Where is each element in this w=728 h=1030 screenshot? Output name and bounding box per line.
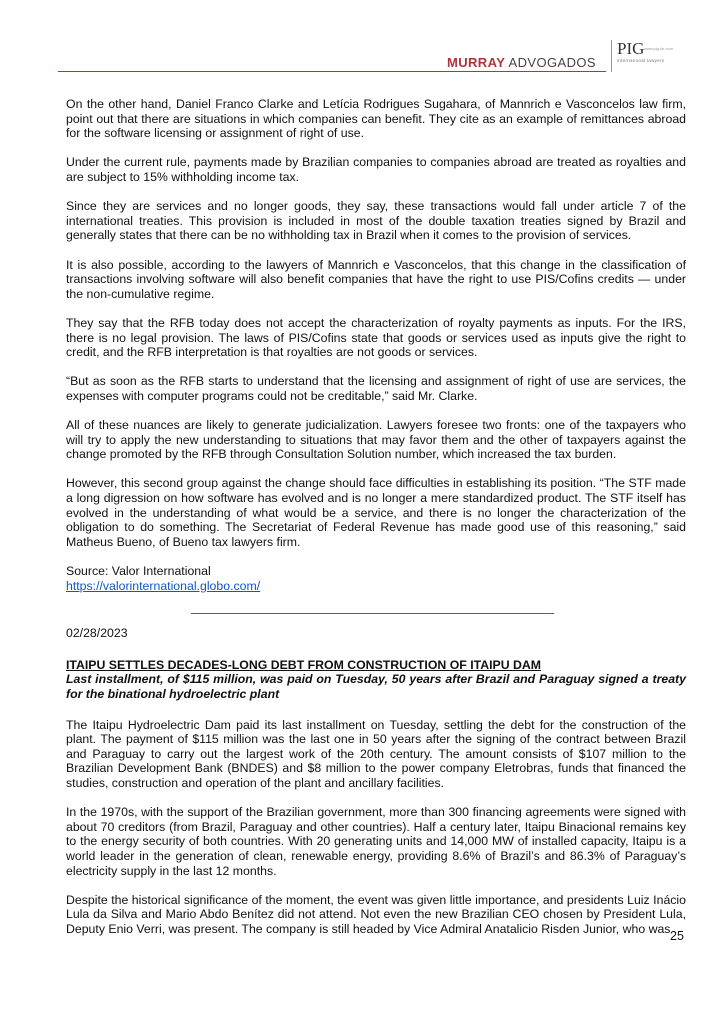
- pig-logo: [611, 40, 681, 72]
- article2-paragraph: In the 1970s, with the support of the Brazilian government, more than 300 financing agreements were signed with about 70 creditors (from Brazil, Paraguay and other countries). Half a century later, Itaipu Binacional remains key to the energy security of both countries. With 20 generating units and 14,000 MW of installed capacity, Itaipu is a world leader in the generation of clean, renewable energy, providing 8.6% of Brazil’s and 86.3% of Paraguay’s electricity supply in the last 12 months.: [66, 805, 686, 878]
- article1-paragraph: Under the current rule, payments made by Brazilian companies to companies abroad are treated as royalties and are subject to 15% withholding income tax.: [66, 155, 686, 184]
- header-rule: [58, 71, 606, 72]
- brand-murray: MURRAY: [447, 55, 506, 70]
- article2-headline: ITAIPU SETTLES DECADES-LONG DEBT FROM CONSTRUCTION OF ITAIPU DAM: [66, 657, 542, 672]
- article2-subheadline: Last installment, of $115 million, was paid on Tuesday, 50 years after Brazil and Paraguay signed a treaty for the binational hydroelectric plant: [66, 672, 686, 701]
- brand-advogados: ADVOGADOS: [505, 55, 596, 70]
- source-label: Source: Valor International: [66, 564, 211, 578]
- article2-date: 02/28/2023: [66, 626, 128, 641]
- article1-paragraph: All of these nuances are likely to generate judicialization. Lawyers foresee two fronts: one of the taxpayers who will try to apply the new understanding to situations that may favor them and the other of taxpayers against the change promoted by the RFB through Consultation Solution number, which increased the tax burden.: [66, 418, 686, 462]
- article1-paragraph: Since they are services and no longer goods, they say, these transactions would fall under article 7 of the international treaties. This provision is included in most of the double taxation treaties signed by Brazil and generally states that there can be no withholding tax in Brazil when it comes to the provision of services.: [66, 199, 686, 243]
- article-separator: [191, 613, 554, 614]
- page-number: 25: [670, 929, 684, 943]
- article1-paragraph: They say that the RFB today does not accept the characterization of royalty payments as inputs. For the IRS, there is no legal provision. The laws of PIS/Cofins state that goods or services used as inputs give the right to credit, and the RFB interpretation is that royalties are not goods or services.: [66, 315, 686, 360]
- pig-logo-text: PIG: [617, 39, 645, 58]
- article1-paragraph: On the other hand, Daniel Franco Clarke and Letícia Rodrigues Sugahara, of Mannrich e Vasconcelos law firm, point out that there are situations in which companies can benefit. They cite as an example of remittances abroad for the software licensing or assignment of right of use.: [66, 97, 686, 141]
- article1-paragraph: “But as soon as the RFB starts to understand that the licensing and assignment of right of use are services, the expenses with computer programs could not be creditable,” said Mr. Clarke.: [66, 374, 686, 403]
- pig-logo-subtitle: international lawyers: [617, 58, 665, 63]
- article1-paragraph: It is also possible, according to the lawyers of Mannrich e Vasconcelos, that this change in the classification of transactions involving software will also benefit companies that have the right to use PIS/Cofins credits — under the non-cumulative regime.: [66, 257, 686, 301]
- source-link[interactable]: https://valorinternational.globo.com/: [66, 578, 261, 593]
- page-content: [66, 97, 686, 951]
- firm-brand: [447, 55, 596, 70]
- article2-paragraph: Despite the historical significance of the moment, the event was given little importance, and presidents Luiz Inácio Lula da Silva and Mario Abdo Benítez did not attend. Not even the new Brazilian CEO chosen by President Lula, Deputy Enio Verri, was present. The company is still headed by Vice Admiral Anatalicio Risden Junior, who was: [66, 892, 686, 936]
- article2-paragraph: The Itaipu Hydroelectric Dam paid its last installment on Tuesday, settling the debt for the construction of the plant. The payment of $115 million was the last one in 50 years after the signing of the contract between Brazil and Paraguay to carry out the largest work of the 20th century. The amount consists of $107 million to the Brazilian Development Bank (BNDES) and $8 million to the power company Eletrobras, funds that financed the studies, construction and operation of the plant and ancillary facilities.: [66, 717, 686, 790]
- article1-paragraph: However, this second group against the change should face difficulties in establishing its position. “The STF made a long digression on how software has evolved and is no longer a mere standardized product. The STF itself has evolved in the understanding of what would be a service, and there is no longer the characterization of the obligation to do something. The Secretariat of Federal Revenue has made good use of this reasoning,” said Matheus Bueno, of Bueno tax lawyers firm.: [66, 476, 686, 549]
- pig-logo-url: www.pig-iin.com: [644, 46, 673, 51]
